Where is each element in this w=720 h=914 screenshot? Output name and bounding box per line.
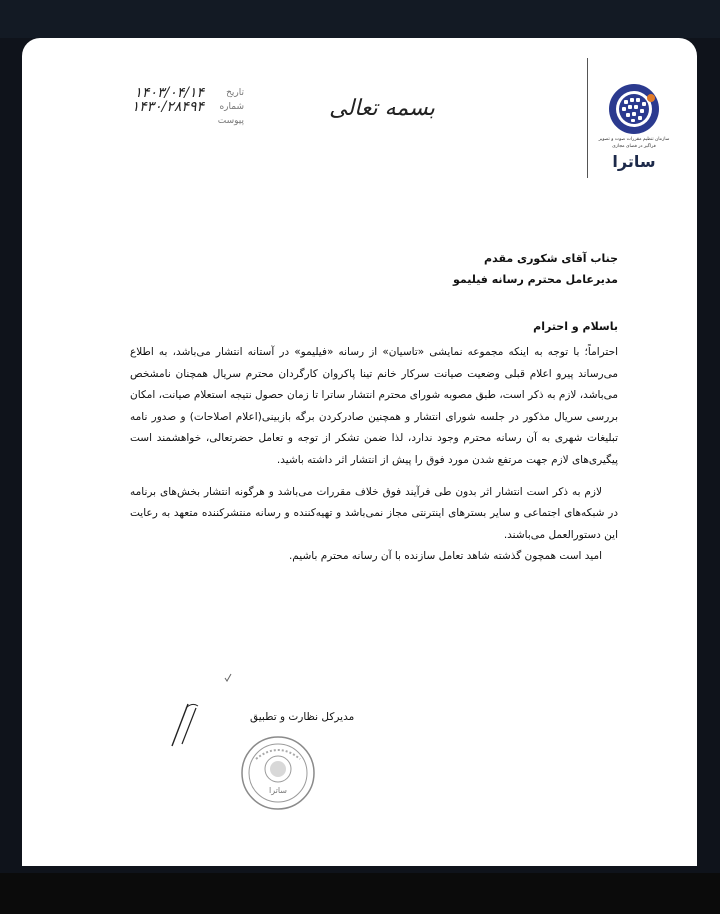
letterhead-divider — [587, 58, 588, 178]
handwritten-signature — [162, 698, 222, 748]
number-label: شماره — [219, 102, 244, 112]
satra-emblem-icon — [607, 82, 661, 136]
official-stamp — [234, 733, 322, 813]
date-label: تاریخ — [226, 88, 244, 98]
body-paragraph-1: احتراماً؛ با توجه به اینکه مجموعه نمایشی «تاسیان» از رسانه «فیلیمو» در آستانه انتشار می‌باشد، به اطلاع می‌رساند پیرو اعلام قبلی وضعیت صیانت سرکار خانم تینا پاکروان کارگردان محترم سریال همچنان نامشخص می‌باشد، لازم به ذکر است، طبق مصوبه شورای محترم انتشار ساترا تا زمان حصول نتیجه استعلام صیانت، امکان بررسی سریال مذکور در جلسه شورای انتشار و همچنین صادرکردن برگه بازبینی(اعلام اصلاحات) و صدور نامه تبلیغات شهری به آن رسانه محترم وجود ندارد، لذا ضمن تشکر از توجه و تعامل حضرتعالی، خواهشمند است پیگیری‌های لازم جهت مرتفع شدن مورد فوق را پیش از انتشار اثر داشته باشید. — [130, 346, 618, 466]
addressee-title: مدیرعامل محترم رسانه فیلیمو — [452, 273, 618, 286]
body-paragraph-3: امید است همچون گذشته شاهد تعامل سازنده با آن رسانه محترم باشیم. — [288, 550, 602, 563]
greeting: باسلام و احترام — [533, 320, 618, 333]
addressee-name: جناب آقای شکوری مقدم — [484, 252, 618, 265]
org-name: ساترا — [612, 152, 656, 171]
tick-mark-icon — [224, 673, 232, 683]
bottom-bar — [0, 873, 720, 914]
body-paragraph-2: لازم به ذکر است انتشار اثر بدون طی فرآیند فوق خلاف مقررات می‌باشد و هرگونه انتشار بخش‌های برنامه در شبکه‌های اجتماعی و سایر بسترهای اینترنتی مجاز نمی‌باشد و تهیه‌کننده و رسانه منتشرکننده متعهد به رعایت این دستورالعمل می‌باشند. — [130, 485, 618, 541]
letter-body — [130, 248, 618, 568]
org-subtitle-line-2: فراگیر در فضای مجازی — [612, 144, 656, 149]
number-row — [64, 100, 244, 114]
org-subtitle-line-1: سازمان تنظیم مقررات صوت و تصویر — [598, 137, 670, 142]
date-row — [64, 86, 244, 100]
attachment-row — [64, 114, 244, 128]
letter-metadata — [64, 86, 244, 128]
date-value: ۱۴۰۳/۰۴/۱۴ — [134, 85, 204, 101]
signatory-title: مدیرکل نظارت و تطبیق — [250, 711, 355, 723]
org-letterhead-logo — [595, 82, 673, 171]
attachment-label: پیوست — [217, 116, 244, 126]
basmala: بسمه تعالی — [329, 96, 435, 121]
stamp-text: ساترا — [268, 786, 288, 795]
number-value: ۱۴۳۰/۲۸۴۹۴ — [131, 99, 204, 115]
top-background-strip — [0, 0, 720, 38]
letter-document — [22, 38, 697, 866]
